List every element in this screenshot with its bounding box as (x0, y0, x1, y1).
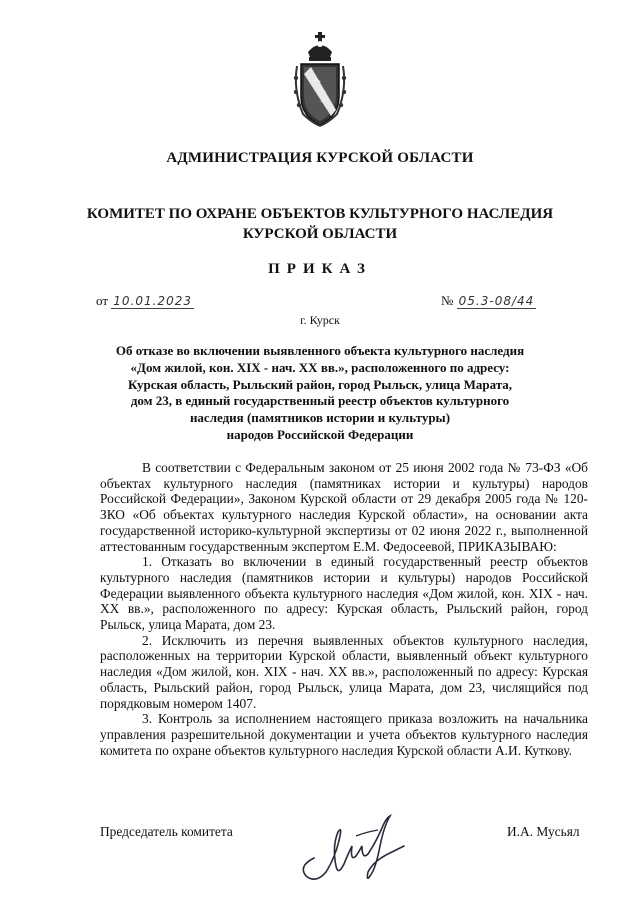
signer-name: И.А. Мусьял (507, 824, 580, 839)
subject-line: дом 23, в единый государственный реестр объектов культурного (130, 393, 510, 409)
subject-line: наследия (памятников истории и культуры) (189, 410, 451, 426)
subject-line: Курская область, Рыльский район, город Рыльск, улица Марата, (127, 376, 513, 392)
subject-line: народов Российской Федерации (226, 426, 414, 442)
coat-of-arms-icon (291, 30, 349, 130)
number-field (441, 293, 536, 309)
order-item-3: 3. Контроль за исполнением настоящего приказа возложить на начальника управления разрешительной документации и учета объектов культурного наследия комитета по охране объектов культурного наследия Курской области А.И. Куткову. (100, 711, 588, 758)
city: г. Курск (300, 313, 340, 327)
administration-title: АДМИНИСТРАЦИЯ КУРСКОЙ ОБЛАСТИ (166, 150, 474, 166)
committee-title (0, 204, 640, 244)
order-item-1: 1. Отказать во включении в единый государственный реестр объектов культурного наследия (памятников истории и культуры) народов Российской Федерации выявленного объекта культурного наследия «Дом жилой, кон. XIX - нач. XX вв.», расположенного по адресу: Курская область, Рыльский район, город Рыльск, улица Марата, дом 23. (100, 554, 588, 633)
number-prefix: № (441, 293, 454, 308)
subject-heading (100, 343, 540, 444)
document-type: ПРИКАЗ (268, 261, 372, 277)
date-value: 10.01.2023 (113, 294, 192, 308)
preamble-paragraph: В соответствии с Федеральным законом от 25 июня 2002 года № 73-ФЗ «Об объектах культурного наследия (памятниках истории и культуры) народов Российской Федерации», Законом Курской области от 29 декабря 2005 года № 120-ЗКО «Об объектах культурного наследия Курской области», на основании акта государственной историко-культурной экспертизы от 02 июня 2022 г., выполненной аттестованным государственным экспертом Е.М. Федосеевой, ПРИКАЗЫВАЮ: (100, 460, 588, 554)
date-field (96, 293, 194, 309)
subject-line: Об отказе во включении выявленного объекта культурного наследия (115, 343, 525, 358)
committee-title-line1: КОМИТЕТ ПО ОХРАНЕ ОБЪЕКТОВ КУЛЬТУРНОГО НАСЛЕДИЯ (86, 206, 554, 222)
number-value: 05.3-08/44 (458, 294, 535, 308)
document-body (100, 460, 588, 758)
date-prefix: от (96, 293, 109, 308)
signature-icon (296, 806, 416, 886)
signer-title: Председатель комитета (100, 824, 233, 839)
order-item-2: 2. Исключить из перечня выявленных объектов культурного наследия, расположенных на территории Курской области, выявленный объект культурного наследия «Дом жилой, кон. XIX - нач. XX вв.», расположенный по адресу: Курская область, Рыльский район, город Рыльск, улица Марата, дом 23, числящийся под порядковым номером 1407. (100, 632, 588, 711)
subject-line: «Дом жилой, кон. XIX - нач. XX вв.», расположенного по адресу: (130, 359, 510, 375)
committee-title-line2: КУРСКОЙ ОБЛАСТИ (242, 226, 398, 242)
